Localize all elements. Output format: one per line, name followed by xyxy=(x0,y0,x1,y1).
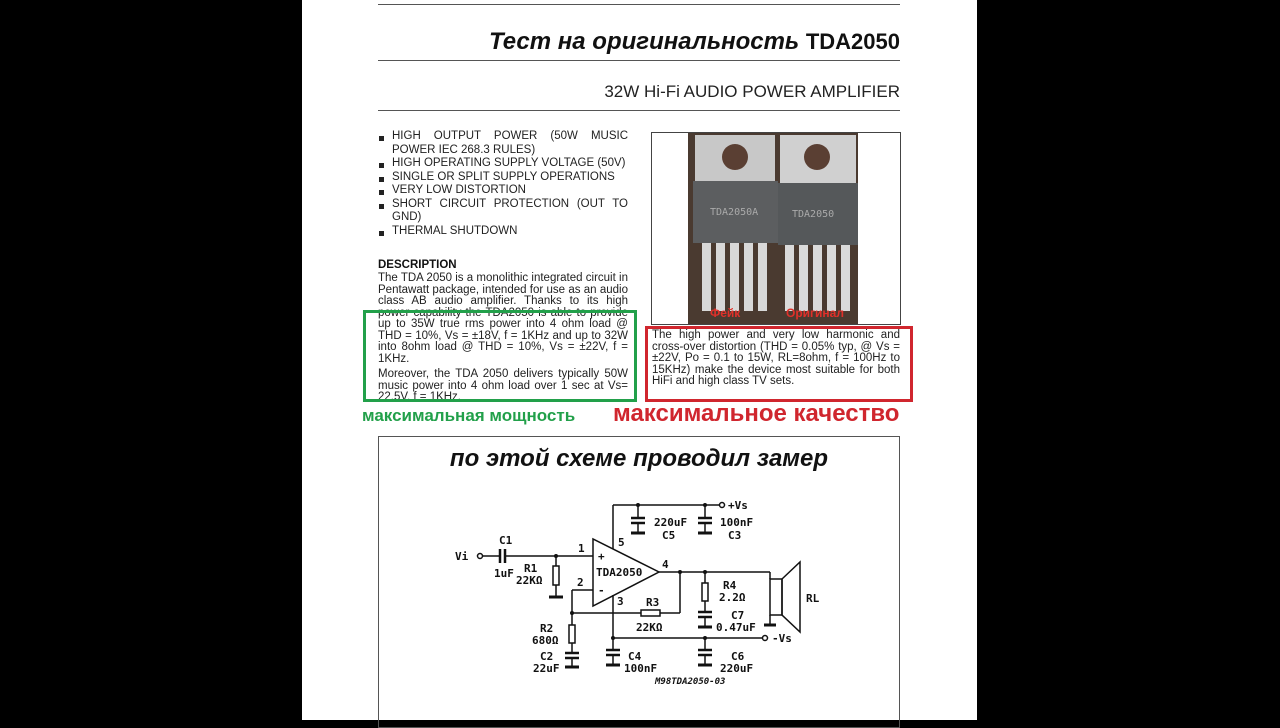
chip-comparison-photo xyxy=(651,132,901,325)
description-paragraph: The TDA 2050 is a monolithic integrated circuit in Pentawatt package, intended for use as an audio class AB audio amplifier. Thanks to its high power capability the TDA2050 is able to provide up to 35W true rms power into 4 ohm load @ THD = 10%, Vs = ±18V, f = 1KHz and up to 32W into 8ohm load @ THD = 10%, Vs = ±22V, f = 1KHz. xyxy=(378,272,628,365)
label-c4: C4 xyxy=(628,650,642,663)
quality-text: The high power and very low harmonic and cross-over distortion (THD = 0.05% typ, @ Vs = ±22V, Po = 0.1 to 15W, RL=8ohm, f = 100Hz to 15KHz) make the device most suitable for both HiFi and high class TV sets. xyxy=(652,329,900,387)
label-r3: R3 xyxy=(646,596,660,609)
feature-list xyxy=(378,130,628,238)
list-item: HIGH OPERATING SUPPLY VOLTAGE (50V) xyxy=(378,157,628,171)
fake-chip-image xyxy=(693,135,778,311)
label-c1-value: 1uF xyxy=(494,567,514,580)
label-c7: C7 xyxy=(731,609,745,622)
label-r2-value: 680Ω xyxy=(532,634,559,647)
list-item: HIGH OUTPUT POWER (50W MUSIC POWER IEC 268.3 RULES) xyxy=(378,130,628,157)
label-r4-value: 2.2Ω xyxy=(719,591,746,604)
label-pin3: 3 xyxy=(617,595,624,608)
fake-label: Фейк xyxy=(710,306,741,320)
label-c5: C5 xyxy=(662,529,676,542)
label-pin1: 1 xyxy=(578,542,585,555)
description-heading: DESCRIPTION xyxy=(378,259,457,271)
max-quality-caption: максимальное качество xyxy=(613,400,900,427)
label-pin5: 5 xyxy=(618,536,625,549)
title-text: Тест на оригинальность xyxy=(489,28,800,55)
description-paragraph: Moreover, the TDA 2050 delivers typically 50W music power into 4 ohm load over 1 sec at Vs= 22.5V, f = 1KHz. xyxy=(378,368,628,403)
label-c2: C2 xyxy=(540,650,554,663)
label-c5-value: 220uF xyxy=(654,516,688,529)
label-c3: C3 xyxy=(728,529,742,542)
page-title xyxy=(489,28,900,56)
amplifier-schematic xyxy=(378,436,900,720)
label-vs-positive: +Vs xyxy=(728,499,748,512)
label-pin2: 2 xyxy=(577,576,584,589)
original-chip-image xyxy=(778,135,858,311)
label-r3-value: 22KΩ xyxy=(636,621,663,634)
label-ic: TDA2050 xyxy=(596,566,643,579)
divider xyxy=(378,60,900,61)
label-vs-negative: -Vs xyxy=(772,632,792,645)
max-power-caption: максимальная мощность xyxy=(362,406,576,425)
label-r1-value: 22KΩ xyxy=(516,574,543,587)
label-r2: R2 xyxy=(540,622,554,635)
label-pin4: 4 xyxy=(662,558,669,571)
label-plus: + xyxy=(598,550,605,563)
label-c3-value: 100nF xyxy=(720,516,754,529)
power-highlight-box xyxy=(363,310,637,402)
label-r1: R1 xyxy=(524,562,538,575)
list-item: VERY LOW DISTORTION xyxy=(378,184,628,198)
label-vi: Vi xyxy=(455,550,469,563)
list-item: SHORT CIRCUIT PROTECTION (OUT TO GND) xyxy=(378,198,628,225)
label-r4: R4 xyxy=(723,579,737,592)
schematic-code: M98TDA2050-03 xyxy=(655,677,726,687)
chip-name: TDA2050 xyxy=(805,29,900,54)
original-marking: TDA2050 xyxy=(792,209,835,220)
subtitle: 32W Hi-Fi AUDIO POWER AMPLIFIER xyxy=(604,82,900,101)
label-c2-value: 22uF xyxy=(533,662,560,675)
original-label: Оригинал xyxy=(786,306,844,320)
label-c1: C1 xyxy=(499,534,513,547)
label-c4-value: 100nF xyxy=(624,662,658,675)
label-c7-value: 0.47uF xyxy=(716,621,756,634)
list-item: THERMAL SHUTDOWN xyxy=(378,225,628,239)
label-minus: - xyxy=(598,584,605,597)
label-c6: C6 xyxy=(731,650,745,663)
divider xyxy=(378,4,900,5)
fake-marking: TDA2050A xyxy=(710,207,759,218)
list-item: SINGLE OR SPLIT SUPPLY OPERATIONS xyxy=(378,171,628,185)
divider xyxy=(378,110,900,111)
schematic-title: по этой схеме проводил замер xyxy=(449,445,829,472)
label-c6-value: 220uF xyxy=(720,662,754,675)
label-rl: RL xyxy=(806,592,820,605)
